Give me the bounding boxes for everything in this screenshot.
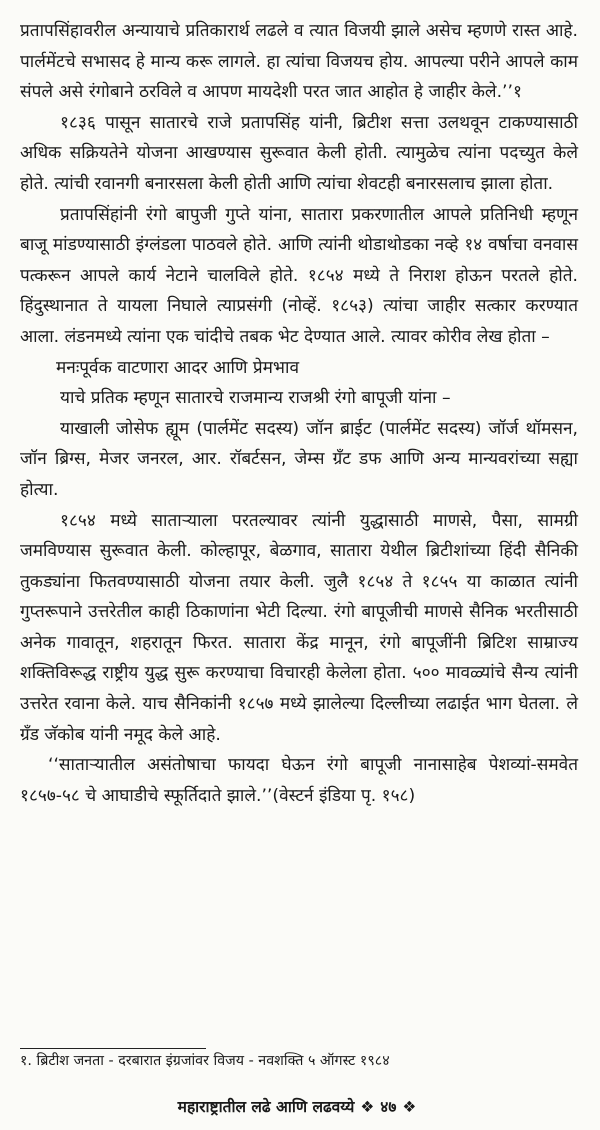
paragraph-pratapsinh: १८३६ पासून सातारचे राजे प्रतापसिंह यांनी, ब्रिटीश सत्ता उलथवून टाकण्यासाठी अधिक सक्रियतेने योजना आखण्यास सुरूवात केली होती. त्यामुळेच त्यांना पदच्युत केले होते. त्यांची रवानगी बनारसला केली होती आणि त्यांचा शेवटही बनारसलाच झाला होता.: [20, 112, 578, 194]
book-title: महाराष्ट्रातील लढे आणि लढवय्ये: [177, 1098, 355, 1116]
page-footer: [0, 1095, 600, 1119]
paragraph-1854: १८५४ मध्ये साताऱ्याला परतल्यावर त्यांनी युद्धासाठी माणसे, पैसा, सामग्री जमविण्यास सुरूवात केली. कोल्हापूर, बेळगाव, सातारा येथील ब्रिटीशांच्या हिंदी सैनिकी तुकड्यांना फितवण्यासाठी योजना तयार केली. जुलै १८५४ ते १८५५ या काळात त्यांनी गुप्तरूपाने उत्तरेतील काही ठिकाणांना भेटी दिल्या. रंगो बापूजीची माणसे सैनिक भरतीसाठी अनेक गावातून, शहरातून फिरत. सातारा केंद्र मानून, रंगो बापूजींनी ब्रिटिश साम्राज्य शक्तिविरूद्ध राष्ट्रीय युद्ध सुरू करण्याचा विचारही केलेला होता. ५०० मावळ्यांचे सैन्य त्यांनी उत्तरेत रवाना केले. याच सैनिकांनी १८५७ मध्ये झालेल्या दिल्लीच्या लढाईत भाग घेतला. ले ग्रँड जॅकोब यांनी नमूद केले आहे.: [20, 510, 578, 745]
quotation-western-india: ‘‘साताऱ्यातील असंतोषाचा फायदा घेऊन रंगो बापूजी नानासाहेब पेशव्यां-समवेत १८५७-५८ चे आघाडीचे स्फूर्तिदाते झाले.’’(वेस्टर्न इंडिया पृ. १५८): [20, 755, 578, 806]
paragraph-quote-end: प्रतापसिंहावरील अन्यायाचे प्रतिकारार्थ लढले व त्यात विजयी झाले असेच म्हणणे रास्त आहे. पार्लमेंटचे सभासद हे मान्य करू लागले. हा त्यांचा विजयच होय. आपल्या परीने आपले काम संपले असे रंगोबाने ठरविले व आपण मायदेशी परत जात आहोत हे जाहीर केले.’’१: [20, 21, 578, 103]
paragraph-signatories: याखाली जोसेफ ह्यूम (पार्लमेंट सदस्य) जॉन ब्राईट (पार्लमेंट सदस्य) जॉर्ज थॉमसन, जॉन ब्रिग्स, मेजर जनरल, आर. रॉबर्टसन, जेम्स ग्रँट डफ आणि अन्य मान्यवरांच्या सह्या होत्या.: [20, 418, 578, 500]
paragraph-rango-bapuji: प्रतापसिंहांनी रंगो बापुजी गुप्ते यांना, सातारा प्रकरणातील आपले प्रतिनिधी म्हणून बाजू मांडण्यासाठी इंग्लंडला पाठवले होते. आणि त्यांनी थोडाथोडका नव्हे १४ वर्षाचा वनवास पत्करून आपले कार्य नेटाने चालविले होते. १८५४ मध्ये ते निराश होऊन परतले होते. हिंदुस्थानात ते यायला निघाले त्याप्रसंगी (नोव्हें. १८५३) त्यांचा जाहीर सत्कार करण्यात आला. लंडनमध्ये त्यांना एक चांदीचे तबक भेट देण्यात आले. त्यावर कोरीव लेख होता –: [20, 204, 578, 347]
footnote-divider: [20, 1048, 206, 1049]
ornament-icon: ❖: [402, 1098, 417, 1116]
inscription-line-1: मनःपूर्वक वाटणारा आदर आणि प्रेमभाव: [56, 357, 300, 378]
inscription-line-2: याचे प्रतिक म्हणून सातारचे राजमान्य राजश्री रंगो बापूजी यांना –: [60, 388, 451, 409]
footnote: १. ब्रिटीश जनता - दरबारात इंग्रजांवर विजय - नवशक्ति ५ ऑगस्ट १९८४: [20, 1053, 390, 1069]
page-number: ४७: [380, 1098, 397, 1116]
body-text: [20, 16, 578, 811]
ornament-icon: ❖: [360, 1098, 375, 1116]
